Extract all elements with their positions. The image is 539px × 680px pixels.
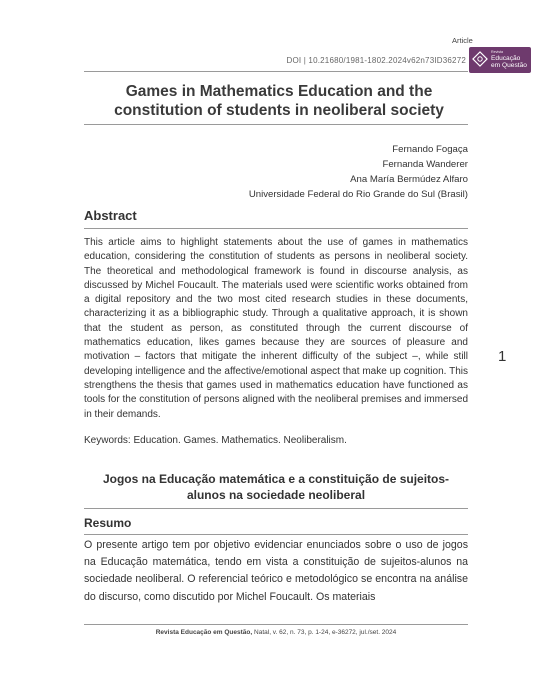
resumo-text: O presente artigo tem por objetivo evidenciar enunciados sobre o uso de jogos na Educação matemática, tendo em vista a constituição de sujeitos-alunos na sociedade neoliberal. O referencial teórico e metodológico se encontra na análise do discurso, como discutido por Michel Foucault. Os materiais <box>84 539 468 603</box>
journal-logo <box>469 47 531 73</box>
author-name: Ana María Bermúdez Alfaro <box>350 174 468 185</box>
resumo-heading: Resumo <box>84 516 132 530</box>
page-number: 1 <box>498 348 507 365</box>
article-title: Games in Mathematics Education and the constitution of students in neoliberal society <box>114 83 444 119</box>
doi-text[interactable]: DOI | 10.21680/1981-1802.2024v62n73ID36272 <box>286 56 466 65</box>
footer-citation <box>84 629 468 636</box>
author-name: Fernanda Wanderer <box>382 159 468 170</box>
portuguese-title-rule <box>84 508 468 509</box>
author-affiliation: Universidade Federal do Rio Grande do Sul (Brasil) <box>248 189 468 200</box>
abstract-text: This article aims to highlight statements about the use of games in mathematics education, considering the constitution of students as persons in neoliberal society. The theoretical and methodological framework is found in discourse analysis, as discussed by Michel Foucault. The materials used were scientific works obtained from a digital repository and the two most cited research studies in these documents, characterizing it as a bibliographic study. Through a qualitative approach, it is shown that the student as person, as constituted through the current discourse of mathematics education, likes games because they are sources of pleasure and motivation – factors that mitigate the inherent difficulty of the subject –, while still developing intelligence and the affective/emotional aspect that make up cognition. This strengthens the thesis that games used in mathematics education have functioned as tools for the constitution of persons aligned with the neoliberal premises and immersed in their demands. <box>84 237 468 420</box>
logo-line-1: Educação <box>491 55 521 62</box>
author-name: Fernando Fogaça <box>392 144 468 155</box>
author-block <box>200 142 468 202</box>
section-label: Article <box>452 36 473 45</box>
journal-logo-icon <box>472 51 488 67</box>
logo-small-text: Revista <box>491 50 503 54</box>
title-rule <box>84 124 468 125</box>
logo-line-2: em Questão <box>491 62 527 69</box>
abstract-rule <box>84 228 468 229</box>
portuguese-title: Jogos na Educação matemática e a constituição de sujeitos-alunos na sociedade neoliberal <box>102 472 450 502</box>
footer-details: Natal, v. 62, n. 73, p. 1-24, e-36272, jul./set. 2024 <box>254 629 397 636</box>
abstract-heading: Abstract <box>84 208 137 223</box>
footer-rule <box>84 624 468 625</box>
resumo-rule <box>84 534 468 535</box>
keywords: Keywords: Education. Games. Mathematics. Neoliberalism. <box>84 435 347 446</box>
header-rule <box>84 71 468 72</box>
footer-journal: Revista Educação em Questão, <box>155 629 253 636</box>
